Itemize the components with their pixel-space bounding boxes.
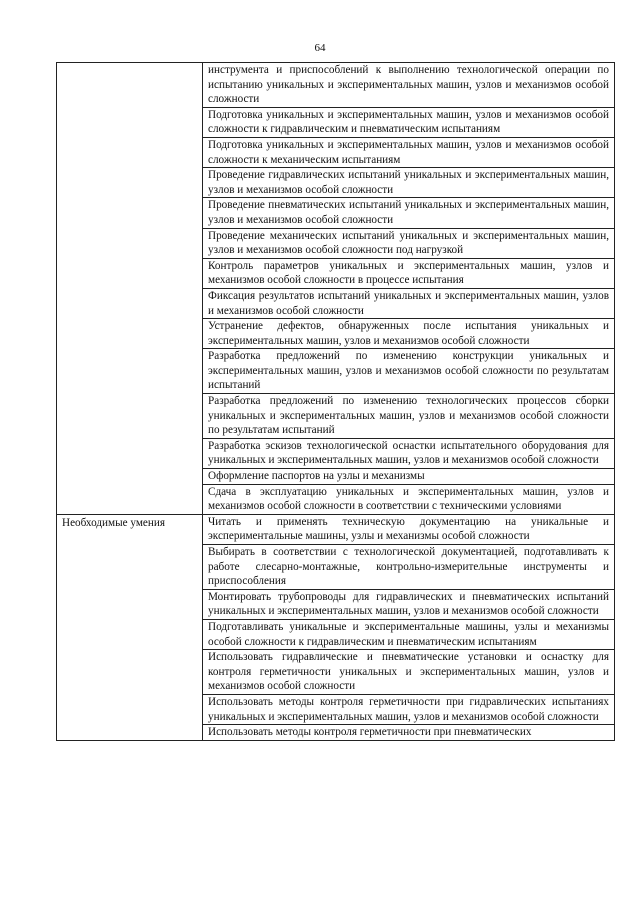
requirement-item: Подготовка уникальных и экспериментальных машин, узлов и механизмов особой сложности к механическим испытаниям	[203, 137, 615, 167]
requirement-item: Подготовка уникальных и экспериментальных машин, узлов и механизмов особой сложности к гидравлическим и пневматическим испытаниям	[203, 107, 615, 137]
requirement-item: Контроль параметров уникальных и экспериментальных машин, узлов и механизмов особой сложности в процессе испытания	[203, 258, 615, 288]
requirement-item: Проведение пневматических испытаний уникальных и экспериментальных машин, узлов и механизмов особой сложности	[203, 198, 615, 228]
section-label-cell	[57, 514, 203, 740]
page-number: 64	[314, 42, 326, 54]
requirement-item: Читать и применять техническую документацию на уникальные и экспериментальные машины, узлы и механизмы особой сложности	[203, 514, 615, 544]
table-row	[57, 514, 615, 544]
requirement-item: Монтировать трубопроводы для гидравлических и пневматических испытаний уникальных и экспериментальных машин, узлов и механизмов особой сложности	[203, 589, 615, 619]
requirement-item: Использовать методы контроля герметичности при пневматических	[203, 725, 615, 741]
section-label-cell	[57, 63, 203, 515]
table-row	[57, 63, 615, 108]
requirements-table	[56, 62, 615, 741]
requirement-item: Выбирать в соответствии с технологической документацией, подготавливать к работе слесарно-монтажные, контрольно-измерительные инструменты и приспособления	[203, 545, 615, 590]
requirement-item: Фиксация результатов испытаний уникальных и экспериментальных машин, узлов и механизмов особой сложности	[203, 288, 615, 318]
requirement-item: Разработка предложений по изменению конструкции уникальных и экспериментальных машин, узлов и механизмов особой сложности по результатам испытаний	[203, 349, 615, 394]
requirement-item: Проведение гидравлических испытаний уникальных и экспериментальных машин, узлов и механизмов особой сложности	[203, 168, 615, 198]
requirement-item: Разработка предложений по изменению технологических процессов сборки уникальных и экспериментальных машин, узлов и механизмов особой сложности по результатам испытаний	[203, 394, 615, 439]
requirement-item: инструмента и приспособлений к выполнению технологической операции по испытанию уникальных и экспериментальных машин, узлов и механизмов особой сложности	[203, 63, 615, 108]
requirement-item: Разработка эскизов технологической оснастки испытательного оборудования для уникальных и экспериментальных машин, узлов и механизмов особой сложности	[203, 438, 615, 468]
requirement-item: Устранение дефектов, обнаруженных после испытания уникальных и экспериментальных машин, узлов и механизмов особой сложности	[203, 319, 615, 349]
section-label: Необходимые умения	[62, 516, 165, 529]
table-body	[57, 63, 615, 741]
section-label	[62, 63, 197, 64]
requirement-item: Подготавливать уникальные и экспериментальные машины, узлы и механизмы особой сложности к гидравлическим и пневматическим испытаниям	[203, 619, 615, 649]
requirement-item: Оформление паспортов на узлы и механизмы	[203, 469, 615, 485]
requirement-item: Использовать гидравлические и пневматические установки и оснастку для контроля герметичности уникальных и экспериментальных машин, узлов и механизмов особой сложности	[203, 650, 615, 695]
requirement-item: Использовать методы контроля герметичности при гидравлических испытаниях уникальных и экспериментальных машин, узлов и механизмов особой сложности	[203, 694, 615, 724]
requirement-item: Проведение механических испытаний уникальных и экспериментальных машин, узлов и механизмов особой сложности под нагрузкой	[203, 228, 615, 258]
requirement-item: Сдача в эксплуатацию уникальных и экспериментальных машин, узлов и механизмов особой сложности в соответствии с техническими условиями	[203, 484, 615, 514]
